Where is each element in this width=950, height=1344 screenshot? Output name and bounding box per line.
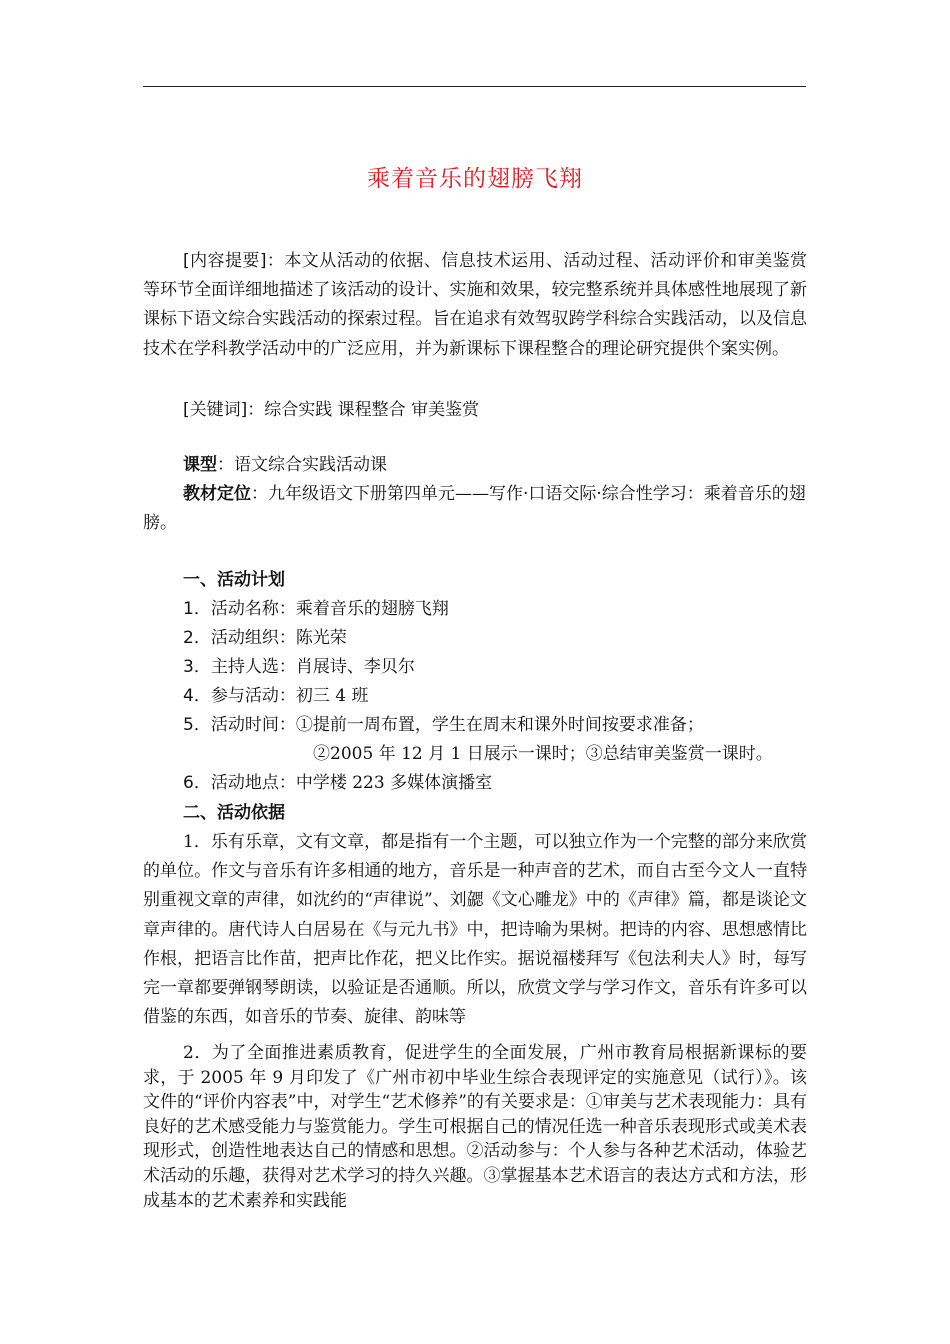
plan-item (143, 769, 823, 798)
plan-item-number: 5． (183, 715, 211, 735)
plan-item-number: 3． (183, 657, 211, 677)
header-rule (143, 86, 806, 87)
plan-item (143, 711, 823, 740)
summary-paragraph (143, 247, 807, 364)
textbook-label: 教材定位 (183, 484, 251, 504)
plan-item-text: 主持人选：肖展诗、李贝尔 (210, 657, 415, 677)
keywords-label: [关键词] (183, 400, 248, 420)
keywords-text: ：综合实践 课程整合 审美鉴赏 (247, 400, 480, 420)
plan-item-number: 2． (183, 628, 211, 648)
lesson-type-label: 课型 (183, 455, 217, 475)
plan-item-number: 4． (183, 686, 211, 706)
plan-item-text: 参与活动：初三 4 班 (210, 686, 369, 706)
section1-heading-text: 一、活动计划 (183, 570, 285, 590)
plan-item (143, 595, 823, 624)
plan-item-text: 活动名称：乘着音乐的翅膀飞翔 (210, 599, 449, 619)
lesson-type-text: ：语文综合实践活动课 (217, 455, 387, 475)
plan-item-text: 活动地点：中学楼 223 多媒体演播室 (210, 773, 493, 793)
plan-item-number: 6． (183, 773, 211, 793)
plan-item-text: 活动时间：①提前一周布置，学生在周末和课外时间按要求准备； (210, 715, 704, 735)
keywords-line (143, 396, 823, 425)
plan-item-text: ②2005 年 12 月 1 日展示一课时；③总结审美鉴赏一课时。 (313, 744, 773, 764)
plan-item (143, 682, 823, 711)
textbook-text: ：九年级语文下册第四单元——写作·口语交际·综合性学习：乘着音乐的翅膀。 (143, 484, 806, 534)
textbook-paragraph (143, 480, 807, 538)
basis-paragraph-2: 2．为了全面推进素质教育，促进学生的全面发展，广州市教育局根据新课标的要求，于 2005 年 9 月印发了《广州市初中毕业生综合表现评定的实施意见（试行）》。该文件的“评价内容表”中，对学生“艺术修养”的有关要求是：①审美与艺术表现能力：具有良好的艺术感受能力与鉴赏能力。学生可根据自己的情况任选一种音乐表现形式或美术表现形式，创造性地表达自己的情感和思想。②活动参与：个人参与各种艺术活动，体验艺术活动的乐趣，获得对艺术学习的持久兴趣。③掌握基本艺术语言的表达方式和方法，形成基本的艺术素养和实践能 (143, 1043, 807, 1211)
section2-heading (143, 799, 823, 828)
section2-heading-text: 二、活动依据 (183, 803, 285, 823)
lesson-type-line (143, 451, 823, 480)
section1-heading (143, 566, 823, 595)
plan-item-continuation (143, 740, 823, 769)
basis-paragraph-1: 1．乐有乐章，文有文章，都是指有一个主题，可以独立作为一个完整的部分来欣赏的单位。作文与音乐有许多相通的地方，音乐是一种声音的艺术，而自古至今文人一直特别重视文章的声律，如沈约的“声律说”、刘勰《文心雕龙》中的《声律》篇，都是谈论文章声律的。唐代诗人白居易在《与元九书》中，把诗喻为果树。把诗的内容、思想感情比作根，把语言比作苗，把声比作花，把义比作实。据说福楼拜写《包法利夫人》时，每写完一章都要弹钢琴朗读，以验证是否通顺。所以，欣赏文学与学习作文，音乐有许多可以借鉴的东西，如音乐的节奏、旋律、韵味等 (143, 832, 807, 1028)
summary-text: ：本文从活动的依据、信息技术运用、活动过程、活动评价和审美鉴赏等环节全面详细地描述了该活动的设计、实施和效果，较完整系统并具体感性地展现了新课标下语文综合实践活动的探索过程。旨在追求有效驾驭跨学科综合实践活动，以及信息技术在学科教学活动中的广泛应用，并为新课标下课程整合的理论研究提供个案实例。 (143, 251, 808, 359)
summary-label: [内容提要] (183, 251, 267, 271)
document-title: 乘着音乐的翅膀飞翔 (367, 166, 583, 192)
plan-item (143, 653, 823, 682)
plan-item-text: 活动组织：陈光荣 (210, 628, 347, 648)
plan-item (143, 624, 823, 653)
plan-item-number: 1． (183, 599, 211, 619)
